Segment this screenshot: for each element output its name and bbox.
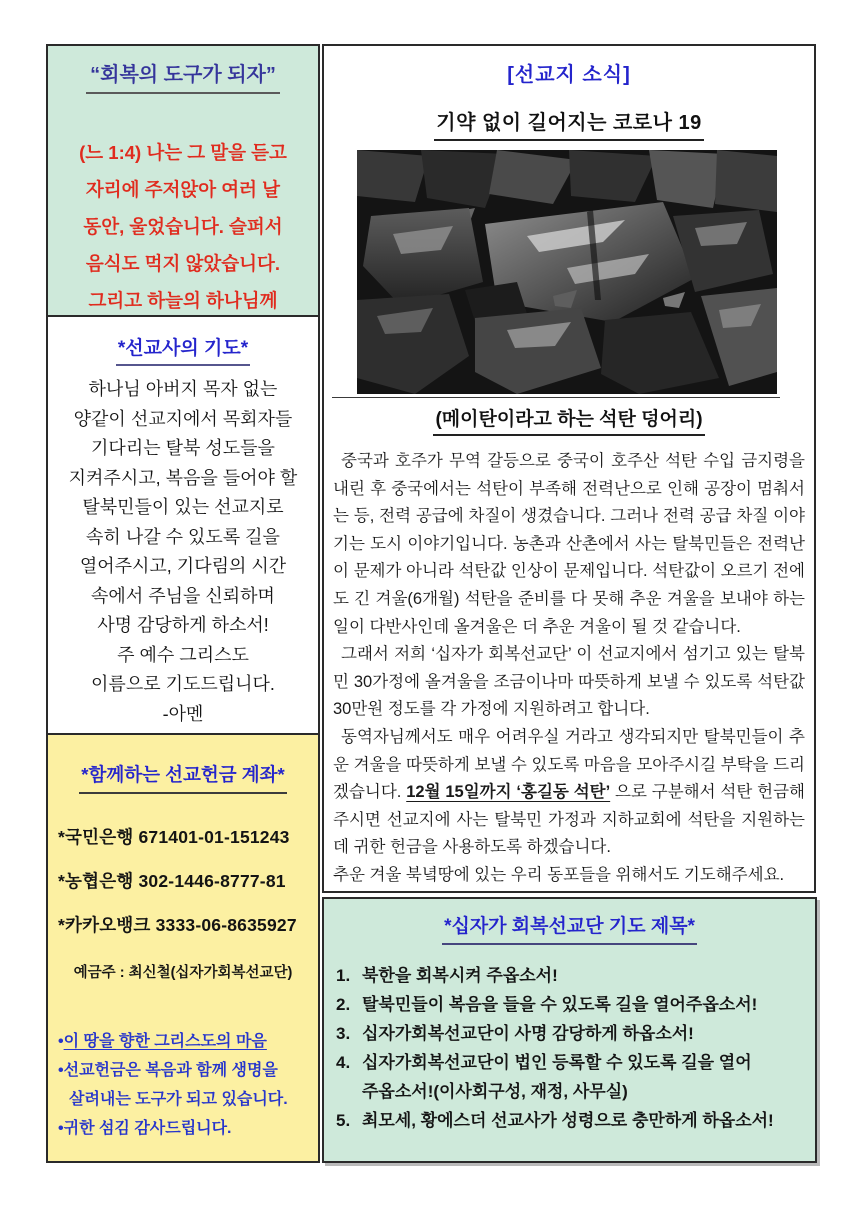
verse-box-title bbox=[48, 58, 318, 94]
verse-line: 동안, 울었습니다. 슬퍼서 bbox=[83, 216, 283, 237]
coal-photo-illustration bbox=[357, 150, 777, 394]
article-paragraph-text: 으로 구분해서 석탄 헌금해 주시면 선교지에 사는 탈북민 가정과 지하교회에 석탄을 지원하는데 귀한 헌금을 사용하도록 하겠습니다. bbox=[333, 783, 805, 857]
prayer-line: 양같이 선교지에서 목회자들 bbox=[73, 408, 293, 429]
article-body bbox=[333, 448, 805, 890]
prayer-line: 주 예수 그리스도 bbox=[117, 644, 249, 665]
account-box-title-text: *함께하는 선교헌금 계좌* bbox=[79, 761, 286, 794]
topic-text: 최모세, 황에스더 선교사가 성령으로 충만하게 하옵소서! bbox=[362, 1111, 774, 1130]
coal-photo bbox=[357, 150, 777, 394]
article-paragraph: 중국과 호주가 무역 갈등으로 중국이 호주산 석탄 수입 금지령을 내린 후 중국에서는 석탄이 부족해 전력난으로 인해 공장이 멈춰서는 등, 전력 공급에 차질이 생겼습니다. 그러나 전력 공급 차질 이야기는 도시 이야기입니다. 농촌과 산촌에서 사는 탈북민들은 전력난이 문제가 아니라 석탄값 인상이 문제입니다. 석탄값이 오르기 전에도 긴 겨울(6개월) 석탄을 준비를 다 못해 추운 겨울을 보내야 하는 일이 다반사인데 올겨울은 더 추운 겨울이 될 것 같습니다. bbox=[333, 452, 805, 636]
verse-text bbox=[48, 134, 318, 317]
donation-note bbox=[58, 1056, 312, 1114]
bank-account-list bbox=[58, 827, 314, 959]
donation-account-box bbox=[46, 733, 320, 1163]
prayer-text bbox=[48, 375, 318, 729]
donation-note bbox=[58, 1114, 312, 1143]
article-paragraph: 그래서 저희 ‘십자가 회복선교단’ 이 선교지에서 섬기고 있는 탈북민 30가정에 올겨울을 조금이나마 따뜻하게 보낼 수 있도록 석탄값 30만원 정도를 각 가정에 지원하려고 합니다. bbox=[333, 645, 805, 719]
prayer-line: -아멘 bbox=[162, 703, 204, 724]
prayer-line: 하나님 아버지 목자 없는 bbox=[88, 379, 278, 399]
prayer-line: 속에서 주님을 신뢰하며 bbox=[91, 585, 275, 606]
topic-number: 1. bbox=[336, 966, 351, 985]
verse-line: 그리고 하늘의 하나님께 bbox=[88, 290, 278, 311]
article-paragraph-text: 동역자님께서도 매우 어려우실 거라고 생각되지만 탈북민들이 추운 겨울을 따뜻하게 보낼 수 있도록 마음을 모아주시길 부탁을 드리겠습니다. bbox=[333, 727, 805, 802]
prayer-line: 사명 감당하게 하소서! bbox=[97, 615, 269, 635]
verse-box-title-text: “회복의 도구가 되자” bbox=[86, 58, 280, 94]
prayer-box-title-text: *선교사의 기도* bbox=[116, 333, 250, 366]
bank-account-nonghyup: *농협은행 302-1446-8777-81 bbox=[58, 871, 286, 891]
prayer-topic-item bbox=[336, 990, 805, 1019]
prayer-topics-title bbox=[324, 911, 815, 945]
prayer-box-title bbox=[48, 333, 318, 366]
topic-number: 3. bbox=[336, 1024, 351, 1043]
mission-news-box bbox=[322, 44, 816, 893]
verse-line: (느 1:4) 나는 그 말을 듣고 bbox=[79, 142, 287, 163]
prayer-line: 이름으로 기도드립니다. bbox=[91, 674, 275, 694]
prayer-line: 속히 나갈 수 있도록 길을 bbox=[86, 526, 280, 547]
topic-text: 북한을 회복시켜 주옵소서! bbox=[362, 966, 558, 985]
bullet-icon: • bbox=[58, 1033, 64, 1050]
article-paragraph bbox=[333, 724, 805, 862]
donation-note-text: 이 땅을 향한 그리스도의 마음 bbox=[63, 1033, 267, 1050]
topic-text: 탈북민들이 복음을 들을 수 있도록 길을 열어주옵소서! bbox=[362, 995, 758, 1014]
topic-number: 2. bbox=[336, 995, 351, 1014]
photo-underline-rule bbox=[332, 397, 780, 398]
prayer-topic-item bbox=[336, 1019, 805, 1048]
verse-box bbox=[46, 44, 320, 317]
photo-caption-text: (메이탄이라고 하는 석탄 덩어리) bbox=[433, 404, 704, 436]
prayer-line: 기다리는 탈북 성도들을 bbox=[91, 438, 275, 458]
donation-notes bbox=[58, 1027, 312, 1143]
topic-text: 십자가회복선교단이 법인 등록할 수 있도록 길을 열어 주옵소서!(이사회구성, 재정, 사무실) bbox=[362, 1053, 752, 1101]
prayer-topic-item bbox=[336, 961, 805, 990]
article-paragraph: 추운 겨울 북녘땅에 있는 우리 동포들을 위해서도 기도해주세요. bbox=[333, 865, 785, 884]
deadline-emphasis-text: 12월 15일까지 ‘홍길동 석탄’ bbox=[406, 783, 611, 802]
account-box-title bbox=[48, 761, 318, 794]
prayer-line: 탈북민들이 있는 선교지로 bbox=[82, 497, 284, 517]
verse-line: 자리에 주저앉아 여러 날 bbox=[85, 179, 281, 200]
prayer-topics-list bbox=[336, 961, 805, 1135]
prayer-line: 지켜주시고, 복음을 들어야 할 bbox=[68, 467, 298, 488]
bullet-icon: • bbox=[58, 1120, 64, 1137]
prayer-topic-item bbox=[336, 1048, 805, 1106]
account-holder: 예금주 : 최신철(십자가회복선교단) bbox=[73, 965, 293, 981]
donation-note-text: 선교헌금은 복음과 함께 생명을 살려내는 도구가 되고 있습니다. bbox=[63, 1062, 288, 1108]
bank-account-kookmin: *국민은행 671401-01-151243 bbox=[58, 827, 290, 847]
donation-note bbox=[58, 1027, 312, 1056]
bank-account-kakaobank: *카카오뱅크 3333-06-8635927 bbox=[58, 915, 297, 935]
photo-caption bbox=[324, 404, 814, 436]
prayer-line: 열어주시고, 기다림의 시간 bbox=[79, 556, 287, 576]
bullet-icon: • bbox=[58, 1062, 64, 1079]
verse-line: 음식도 먹지 않았습니다. bbox=[85, 253, 281, 274]
missionary-prayer-box bbox=[46, 315, 320, 735]
prayer-topic-item bbox=[336, 1106, 805, 1135]
topic-number: 4. bbox=[336, 1053, 351, 1072]
donation-note-text: 귀한 섬김 감사드립니다. bbox=[63, 1120, 232, 1137]
article-headline-text: 기약 없이 길어지는 코로나 19 bbox=[434, 106, 704, 141]
article-section-header: [선교지 소식] bbox=[507, 64, 631, 86]
prayer-topics-title-text: *십자가 회복선교단 기도 제목* bbox=[442, 911, 697, 945]
topic-number: 5. bbox=[336, 1111, 351, 1130]
prayer-topics-box bbox=[322, 897, 817, 1163]
article-headline bbox=[324, 106, 814, 141]
topic-text: 십자가회복선교단이 사명 감당하게 하옵소서! bbox=[362, 1024, 694, 1043]
